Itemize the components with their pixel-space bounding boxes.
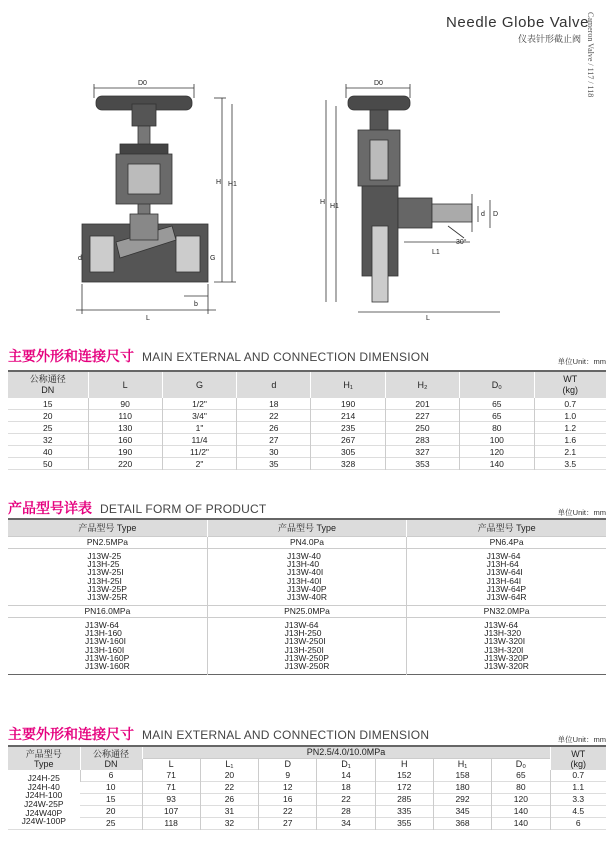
model-list [207, 618, 406, 675]
table-cell: 11/4 [162, 434, 236, 446]
model-item: J13H-250 [284, 628, 322, 639]
table-row [8, 794, 606, 806]
table-cell: 40 [43, 446, 53, 457]
model-item: J13W-64 [484, 620, 519, 630]
table-cell: 305 [311, 446, 385, 458]
section1-title-cn: 主要外形和连接尺寸 [8, 348, 134, 364]
table-cell: 2" [162, 458, 236, 470]
dim-l-label: L [146, 315, 150, 322]
model-item: J13H-64 [486, 559, 519, 570]
table-cell: 20 [106, 806, 116, 816]
table-cell: 65 [492, 770, 550, 782]
table-cell: 12 [259, 782, 317, 794]
table-cell: 130 [88, 422, 162, 434]
table-cell: 4.5 [550, 806, 606, 818]
model-item: J13W-320R [484, 661, 529, 672]
dim-l-right-label: L [426, 315, 430, 322]
model-item: J13W-64 [85, 620, 119, 630]
table-cell: 34 [317, 818, 375, 830]
table-cell: 328 [311, 458, 385, 470]
model-item: J13W-160R [85, 661, 130, 672]
table-cell: 32 [200, 818, 258, 830]
page-title: Needle Globe Valve [446, 14, 590, 31]
table-row [8, 434, 606, 446]
table-cell: 353 [385, 458, 459, 470]
table-header-row [8, 371, 606, 398]
header-wt: WT (kg) [550, 746, 606, 770]
dim-angle-label: 30° [456, 239, 467, 246]
table-cell: 190 [311, 398, 385, 410]
sub-header: D₀ [492, 759, 550, 771]
model-item: J13W-64P [486, 583, 527, 594]
model-item: J13W-160I [85, 636, 126, 647]
model-item: J13H-320I [484, 644, 524, 655]
table-cell: 30 [237, 446, 311, 458]
table-cell: 283 [385, 434, 459, 446]
table-cell: 140 [492, 818, 550, 830]
dim-dd-right-label: D [493, 211, 499, 218]
table-cell: 3.5 [534, 458, 606, 470]
pressure-class: PN16.0MPa [8, 606, 207, 618]
model-list [8, 549, 207, 606]
pressure-class: PN2.5MPa [8, 537, 207, 549]
section2-title-en: DETAIL FORM OF PRODUCT [100, 502, 267, 516]
header-l: L [88, 371, 162, 398]
table-cell: 32 [43, 434, 53, 445]
model-item: J13W-40I [286, 567, 324, 578]
header-h2: H₂ [385, 371, 459, 398]
table-cell: 15 [43, 398, 53, 409]
table-cell: 267 [311, 434, 385, 446]
table-row [8, 410, 606, 422]
table-cell: 50 [43, 458, 53, 469]
table-cell: 20 [43, 410, 53, 421]
table-cell: 214 [311, 410, 385, 422]
table-cell: 11/2" [162, 446, 236, 458]
header-g: G [162, 371, 236, 398]
model-list-row [8, 618, 606, 675]
table-row [8, 458, 606, 470]
pressure-class: PN4.0Pa [207, 537, 406, 549]
table-cell: 1/2" [162, 398, 236, 410]
table-cell: 28 [317, 806, 375, 818]
dimension-table-1 [8, 370, 606, 470]
model-item: J13W-25R [87, 592, 128, 603]
model-item: J13W-320I [484, 636, 526, 647]
table-row [8, 398, 606, 410]
model-item: J13H-40 [286, 559, 320, 570]
model-list [407, 618, 606, 675]
type-item: J24W-100P [21, 816, 66, 827]
table-cell: 18 [237, 398, 311, 410]
table-cell: 1.2 [534, 422, 606, 434]
section2-heading [8, 498, 266, 518]
model-item: J13W-250R [284, 661, 330, 672]
table-row [8, 422, 606, 434]
table-cell: 327 [385, 446, 459, 458]
table-cell: 2.1 [534, 446, 606, 458]
table-cell: 65 [460, 398, 534, 410]
table-cell: 26 [237, 422, 311, 434]
type-list [8, 770, 80, 830]
table-cell: 335 [375, 806, 433, 818]
model-item: J13W-40P [286, 583, 327, 594]
model-item: J13H-250I [284, 644, 324, 655]
table-cell: 172 [375, 782, 433, 794]
model-item: J13W-250I [284, 636, 326, 647]
table-cell: 355 [375, 818, 433, 830]
dim-l1-label: L1 [432, 249, 440, 256]
model-item: J13W-320P [484, 652, 529, 663]
table-cell: 27 [237, 434, 311, 446]
header-dn: 公称通径 DN [8, 371, 88, 398]
table-cell: 110 [88, 410, 162, 422]
dimension-table-2 [8, 745, 606, 830]
model-item: J13W-160P [85, 652, 130, 663]
model-item: J13W-64 [486, 551, 521, 561]
table-cell: 220 [88, 458, 162, 470]
table-cell: 190 [88, 446, 162, 458]
type-item: J24W-25P [23, 799, 64, 809]
model-item: J13H-25I [87, 575, 122, 586]
model-item: J13W-25I [87, 567, 124, 578]
model-list-row [8, 549, 606, 606]
side-page-label: Cameron Valve / 117 / 118 [586, 12, 595, 98]
section3-title-en: MAIN EXTERNAL AND CONNECTION DIMENSION [142, 728, 430, 742]
model-item: J13W-64R [486, 592, 527, 603]
table-cell: 31 [200, 806, 258, 818]
model-item: J13H-160I [85, 644, 125, 655]
model-item: J13H-160 [85, 628, 122, 639]
header-d0: D₀ [460, 371, 534, 398]
table-cell: 107 [142, 806, 200, 818]
table-cell: 3/4" [162, 410, 236, 422]
table-cell: 16 [259, 794, 317, 806]
table-cell: 71 [142, 770, 200, 782]
table-cell: 35 [237, 458, 311, 470]
table-cell: 100 [460, 434, 534, 446]
page-subtitle: 仪表针形截止阀 [518, 34, 582, 44]
table-cell: 93 [142, 794, 200, 806]
table-cell: 118 [142, 818, 200, 830]
table-cell: 26 [200, 794, 258, 806]
table-cell: 9 [259, 770, 317, 782]
table-cell: 20 [200, 770, 258, 782]
dim-h1-right-label: H1 [330, 203, 339, 210]
section3-heading [8, 724, 429, 744]
table-row [8, 770, 606, 782]
section3-title-cn: 主要外形和连接尺寸 [8, 726, 134, 742]
table-cell: 250 [385, 422, 459, 434]
type-header: 产品型号 Type [207, 519, 406, 537]
table-cell: 0.7 [550, 770, 606, 782]
table-cell: 14 [317, 770, 375, 782]
section2-title-cn: 产品型号详表 [8, 500, 92, 516]
table-cell: 80 [492, 782, 550, 794]
type-item: J24W40P [25, 807, 63, 818]
table-cell: 201 [385, 398, 459, 410]
model-item: J13W-64I [486, 567, 523, 578]
table-cell: 1" [162, 422, 236, 434]
header-d: d [237, 371, 311, 398]
dim-d-right-label: d [481, 211, 485, 218]
header-type: 产品型号 Type [8, 746, 80, 770]
dim-g-label: G [210, 255, 216, 262]
header-dn: 公称通径 DN [80, 746, 142, 770]
model-item: J13W-25P [87, 583, 127, 594]
table-row [8, 818, 606, 830]
model-item: J13H-320 [484, 628, 522, 639]
table-cell: 180 [433, 782, 491, 794]
model-item: J13H-25 [87, 559, 120, 570]
type-item: J24H-40 [27, 781, 60, 792]
table-cell: 1.1 [550, 782, 606, 794]
header-wt: WT (kg) [534, 371, 606, 398]
table-cell: 1.0 [534, 410, 606, 422]
sub-header: L₁ [200, 759, 258, 771]
section1-title-en: MAIN EXTERNAL AND CONNECTION DIMENSION [142, 350, 430, 364]
pressure-class: PN25.0MPa [207, 606, 406, 618]
model-item: J13H-64I [486, 575, 522, 586]
table-row [8, 782, 606, 794]
dim-d-label: d [78, 255, 82, 262]
table-cell: 71 [142, 782, 200, 794]
table-cell: 65 [460, 410, 534, 422]
table-cell: 22 [200, 782, 258, 794]
model-item: J13W-64 [284, 620, 319, 630]
sub-header: H [375, 759, 433, 771]
section3-unit: 单位Unit：mm [557, 735, 606, 744]
section1-unit: 单位Unit：mm [557, 357, 606, 366]
model-list [207, 549, 406, 606]
table-row [8, 446, 606, 458]
model-item: J13H-40I [286, 575, 322, 586]
dim-d0-label: D0 [138, 80, 147, 87]
model-list [8, 618, 207, 675]
table-cell: 345 [433, 806, 491, 818]
pressure-row [8, 606, 606, 618]
table-cell: 27 [259, 818, 317, 830]
table-cell: 120 [492, 794, 550, 806]
table-cell: 10 [106, 782, 116, 792]
table-cell: 15 [106, 794, 116, 804]
table-cell: 22 [317, 794, 375, 806]
table-cell: 292 [433, 794, 491, 806]
type-header: 产品型号 Type [407, 519, 606, 537]
type-item: J24H-100 [25, 790, 63, 801]
table-cell: 22 [237, 410, 311, 422]
table-cell: 80 [460, 422, 534, 434]
table-cell: 152 [375, 770, 433, 782]
valve-front-drawing [76, 74, 246, 324]
table-cell: 0.7 [534, 398, 606, 410]
header-pressure: PN2.5/4.0/10.0MPa [142, 746, 550, 759]
table-row [8, 806, 606, 818]
pressure-row [8, 537, 606, 549]
section1-heading [8, 346, 429, 366]
table-cell: 3.3 [550, 794, 606, 806]
dim-h-right-label: H [320, 199, 326, 206]
dim-d0-right-label: D0 [374, 80, 383, 87]
table-cell: 140 [460, 458, 534, 470]
model-item: J13W-40R [286, 592, 327, 603]
table-cell: 25 [106, 818, 116, 828]
table-cell: 235 [311, 422, 385, 434]
table-cell: 90 [88, 398, 162, 410]
sub-header: H₁ [433, 759, 491, 771]
sub-header: L [142, 759, 200, 771]
sub-header: D [259, 759, 317, 771]
product-type-table [8, 518, 606, 675]
header-h1: H₁ [311, 371, 385, 398]
table-cell: 227 [385, 410, 459, 422]
model-item: J13W-25 [87, 551, 122, 561]
dim-h1-label: H1 [228, 181, 237, 188]
sub-header: D₁ [317, 759, 375, 771]
model-item: J13W-250P [284, 652, 329, 663]
table-cell: 368 [433, 818, 491, 830]
dim-h-label: H [216, 179, 222, 186]
table-cell: 1.6 [534, 434, 606, 446]
table-cell: 18 [317, 782, 375, 794]
valve-angle-drawing [318, 76, 518, 322]
type-header: 产品型号 Type [8, 519, 207, 537]
model-item: J13W-40 [286, 551, 321, 561]
model-list [407, 549, 606, 606]
table-cell: 285 [375, 794, 433, 806]
type-item: J24H-25 [27, 773, 60, 784]
table-cell: 25 [43, 422, 53, 433]
table-cell: 6 [80, 770, 142, 782]
table-cell: 6 [550, 818, 606, 830]
dim-b-label: b [194, 301, 198, 308]
table-cell: 140 [492, 806, 550, 818]
pressure-class: PN32.0MPa [407, 606, 606, 618]
table-cell: 120 [460, 446, 534, 458]
pressure-class: PN6.4Pa [407, 537, 606, 549]
table-cell: 22 [259, 806, 317, 818]
table-cell: 160 [88, 434, 162, 446]
table-cell: 158 [433, 770, 491, 782]
section2-unit: 单位Unit：mm [557, 508, 606, 517]
